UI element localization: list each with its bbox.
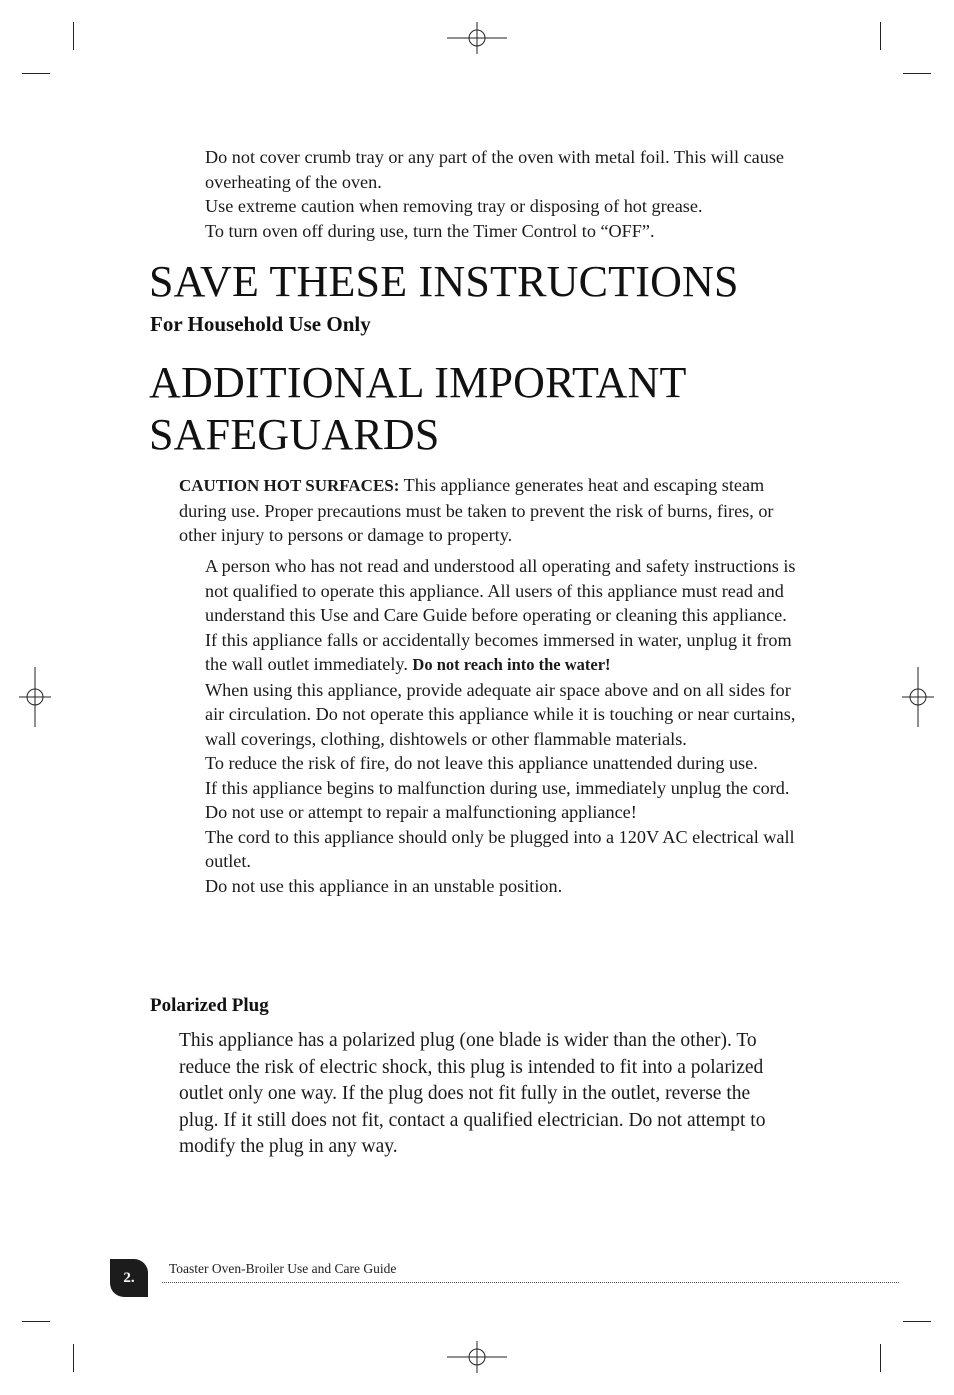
safeguard-water-text: If this appliance falls or accidentally becomes immersed in water, unplug it from the wall outlet immediately.: [205, 629, 792, 674]
crop-mark-bottom-left-vertical: [73, 1344, 74, 1372]
crop-mark-top-right-horizontal: [903, 73, 931, 74]
crop-mark-bottom-right-vertical: [880, 1344, 881, 1372]
registration-mark-right-icon: [888, 667, 948, 727]
additional-heading-line2: SAFEGUARDS: [149, 410, 440, 459]
registration-mark-left-icon: [5, 667, 65, 727]
safeguard-item-malfunction: If this appliance begins to malfunction during use, immediately unplug the cord. Do not use or attempt to repair a malfunctioning appliance!: [205, 777, 790, 822]
additional-heading-line1: ADDITIONAL IMPORTANT: [149, 358, 687, 407]
safeguard-water-emphasis: Do not reach into the water!: [412, 655, 611, 674]
oven-warnings-list: [205, 145, 805, 243]
additional-safeguards-heading: [149, 357, 789, 461]
safeguard-item-unstable: Do not use this appliance in an unstable position.: [205, 875, 563, 896]
crop-mark-bottom-right-horizontal: [903, 1321, 931, 1322]
warning-item-timer-off: To turn oven off during use, turn the Timer Control to “OFF”.: [205, 220, 655, 241]
safeguard-item-water: [205, 628, 810, 678]
safeguard-item-air-space: When using this appliance, provide adequate air space above and on all sides for air circulation. Do not operate this appliance while it is touching or near curtains, wall coverings, clothing, dishtowels or other flammable materials.: [205, 679, 796, 749]
safeguards-list: [205, 554, 810, 898]
registration-mark-bottom-icon: [447, 1327, 507, 1387]
registration-mark-top-icon: [447, 8, 507, 68]
crop-mark-bottom-left-horizontal: [22, 1321, 50, 1322]
footer-guide-title: Toaster Oven-Broiler Use and Care Guide: [169, 1261, 397, 1276]
safeguard-item-read-guide: A person who has not read and understood all operating and safety instructions is not qualified to operate this appliance. All users of this appliance must read and understand this Use and Care Guide before operating or cleaning this appliance.: [205, 556, 796, 625]
caution-label: CAUTION HOT SURFACES:: [179, 476, 400, 495]
warning-item-grease: Use extreme caution when removing tray or disposing of hot grease.: [205, 196, 703, 216]
page-number-badge: 2.: [110, 1259, 148, 1297]
crop-mark-top-right-vertical: [880, 22, 881, 50]
safeguard-item-unattended: To reduce the risk of fire, do not leave this appliance unattended during use.: [205, 753, 758, 773]
caution-hot-surfaces-paragraph: [179, 473, 791, 548]
crop-mark-top-left-vertical: [73, 22, 74, 50]
caution-text: This appliance generates heat and escaping steam during use. Proper precautions must be taken to prevent the risk of burns, fires, or other injury to persons or damage to property.: [179, 475, 774, 545]
save-instructions-heading: SAVE THESE INSTRUCTIONS: [149, 257, 739, 306]
polarized-plug-paragraph: This appliance has a polarized plug (one blade is wider than the other). To reduce the risk of electric shock, this plug is intended to fit into a polarized outlet only one way. If the plug does not fit fully in the outlet, reverse the plug. If it still does not fit, contact a qualified electrician. Do not attempt to modify the plug in any way.: [179, 1030, 766, 1157]
footer-dotted-rule: [162, 1282, 899, 1283]
polarized-plug-heading: Polarized Plug: [150, 995, 269, 1016]
crop-mark-top-left-horizontal: [22, 73, 50, 74]
household-use-subheading: For Household Use Only: [150, 312, 371, 336]
safeguard-item-outlet: The cord to this appliance should only be plugged into a 120V AC electrical wall outlet.: [205, 826, 795, 871]
warning-item-foil: Do not cover crumb tray or any part of the oven with metal foil. This will cause overheating of the oven.: [205, 147, 784, 192]
